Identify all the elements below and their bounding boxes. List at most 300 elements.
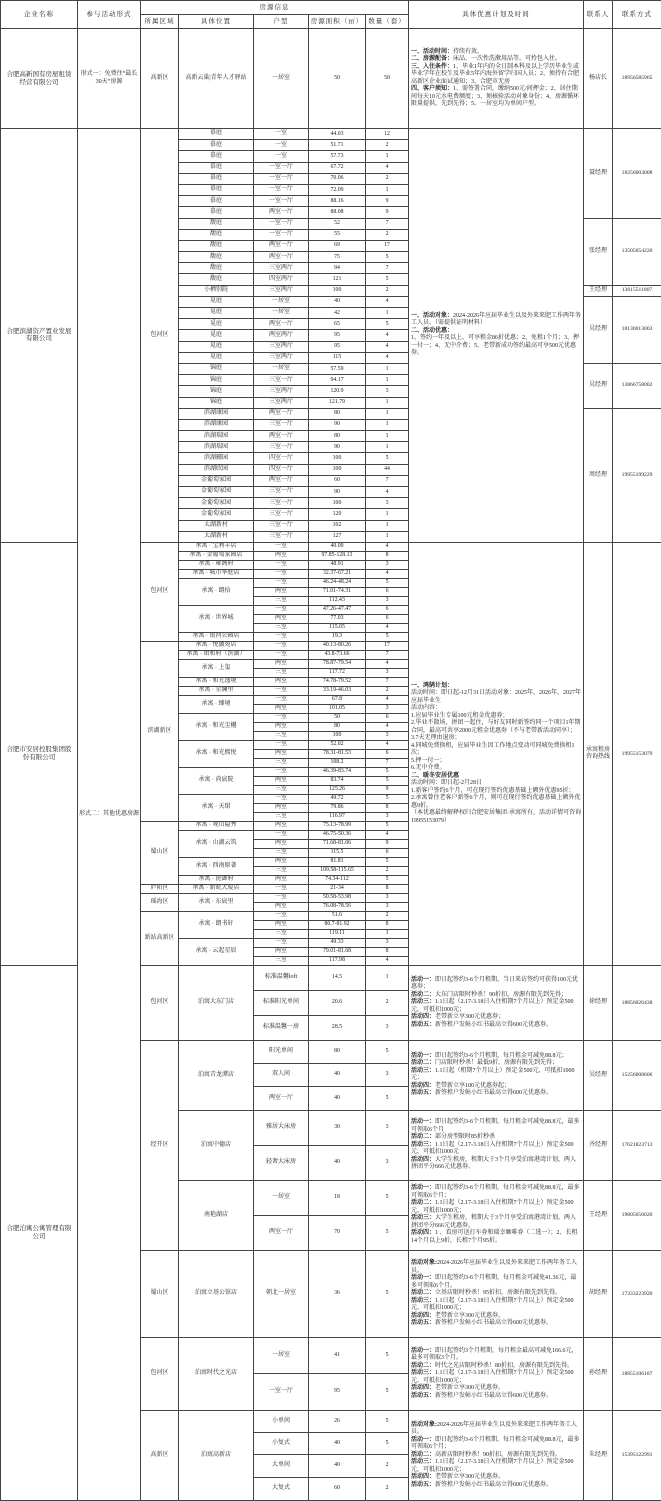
unit-area: 67.72 — [309, 162, 366, 173]
unit-type: 小单间 — [254, 1410, 309, 1432]
detail-heading: 活动四： — [411, 1474, 435, 1480]
unit-quantity: 4 — [366, 740, 409, 749]
unit-type: 三室 — [254, 758, 309, 767]
location: 承寓 · 金葡萄家园店 — [179, 551, 254, 560]
detail-heading: 活动五： — [411, 1482, 435, 1488]
unit-area: 49.72 — [309, 794, 366, 803]
contact-person: 张经理 — [584, 218, 613, 285]
unit-area: 44.03 — [309, 129, 366, 140]
contact-phone: 17333223920 — [613, 1250, 661, 1337]
detail-heading: 活动对象: — [411, 1260, 437, 1266]
location: 滨湖瑞园 — [179, 431, 254, 442]
detail-line — [411, 1142, 581, 1157]
location: 慕庭 — [179, 196, 254, 207]
detail-line — [411, 1157, 581, 1172]
unit-quantity: 4 — [366, 956, 409, 965]
detail-text: 4.同城免费换租，应届毕业生因工作地点变动可同城免费换租1次； — [411, 743, 575, 757]
unit-area: 40 — [309, 1086, 366, 1110]
store-name: 泊寓青龙潭店 — [179, 1040, 254, 1110]
unit-area: 52.02 — [309, 740, 366, 749]
unit-area: 117.72 — [309, 668, 366, 677]
unit-area: 43.8-73.66 — [309, 650, 366, 659]
detail-text: 1.1日起（2.17-3.18日入住租期7个月以上）预定金500元，可抵扣1000元； — [411, 1370, 574, 1384]
unit-area: 102 — [309, 520, 366, 531]
unit-area: 79.01-81.68 — [309, 947, 366, 956]
unit-quantity: 4 — [366, 542, 409, 551]
location: 金葡萄家园 — [179, 498, 254, 509]
district: 包河区 — [141, 129, 179, 543]
offer-detail — [409, 1110, 584, 1180]
unit-area: 80 — [309, 722, 366, 731]
unit-area: 21-34 — [309, 884, 366, 893]
unit-quantity: 5 — [366, 252, 409, 263]
unit-area: 76.08-78.56 — [309, 902, 366, 911]
contact-phone: 19805656020 — [613, 1180, 661, 1250]
detail-text: 1.1日起（2.17-3.18日入住租期7个月以上）预定金500元，可抵扣1000元； — [411, 1459, 574, 1473]
unit-area: 46.75-50.36 — [309, 830, 366, 839]
header-phone: 联系方式 — [613, 1, 661, 29]
detail-heading: 活动二： — [411, 1134, 435, 1140]
unit-type: 一室一厅 — [254, 196, 309, 207]
unit-quantity: 4 — [366, 569, 409, 578]
detail-text: 老带新立享100元优惠券起； — [435, 1083, 510, 1089]
unit-quantity: 3 — [366, 1145, 409, 1180]
unit-quantity: 6 — [366, 713, 409, 722]
unit-quantity: 1 — [366, 929, 409, 938]
unit-quantity: 8 — [366, 803, 409, 812]
store-name: 泊寓时代之光店 — [179, 1337, 254, 1410]
location: 慕庭 — [179, 129, 254, 140]
unit-area: 74.78-79.52 — [309, 677, 366, 686]
location: 承寓 · 悦湖苑店 — [179, 641, 254, 650]
contact-person: 周经理 — [584, 408, 613, 542]
unit-area: 72.09 — [309, 184, 366, 195]
unit-quantity: 9 — [366, 196, 409, 207]
unit-quantity: 1 — [366, 531, 409, 542]
detail-text: 即日起签约3-6个月租期，每月租金可减免88.8元，最多可领取6个月； — [411, 1437, 580, 1451]
unit-quantity: 1 — [366, 419, 409, 430]
detail-line — [411, 1437, 581, 1452]
location: 慕庭 — [179, 162, 254, 173]
detail-text: 立基店限时秒杀！95折扣，房源有限先到先得。 — [435, 1290, 561, 1296]
unit-area: 80 — [309, 431, 366, 442]
detail-heading: 活动四： — [411, 1313, 435, 1319]
unit-quantity: 4 — [366, 659, 409, 668]
contact-person: 承寓租房咨询热线 — [584, 542, 613, 965]
detail-heading: 一、鸿鹄计划： — [411, 683, 453, 689]
contact-person: 王经理 — [584, 1180, 613, 1250]
detail-text: 2024-2026年应届毕业生以及外来来肥工作两年务工人员。 — [411, 1260, 577, 1274]
unit-quantity: 4 — [366, 722, 409, 731]
unit-type: 一室一厅 — [254, 184, 309, 195]
unit-area: 57.73 — [309, 151, 366, 162]
unit-area: 41 — [309, 1337, 366, 1373]
unit-quantity: 5 — [366, 776, 409, 785]
unit-quantity: 5 — [366, 1432, 409, 1454]
detail-heading: 活动二： — [411, 1290, 435, 1296]
unit-type: 两室 — [254, 902, 309, 911]
location: 承寓 · 山湖云筑 — [179, 830, 254, 857]
unit-area: 80 — [309, 1040, 366, 1063]
unit-quantity: 1 — [366, 520, 409, 531]
unit-quantity: 7 — [366, 677, 409, 686]
contact-person: 吴经理 — [584, 1040, 613, 1110]
company-name: 合肥市安居控股集团股份有限公司 — [1, 542, 78, 965]
detail-heading: 活动五： — [411, 1320, 435, 1326]
contact-phone: 19955199229 — [613, 408, 661, 542]
unit-quantity: 8 — [366, 947, 409, 956]
detail-line — [411, 64, 581, 87]
unit-type: 两室 — [254, 659, 309, 668]
unit-area: 40.09 — [309, 542, 366, 551]
unit-area: 97.85-128.13 — [309, 551, 366, 560]
location: 觅庭 — [179, 308, 254, 319]
table-header — [1, 1, 661, 29]
unit-area: 28.5 — [309, 1015, 366, 1040]
unit-area: 121 — [309, 274, 366, 285]
detail-line — [411, 977, 581, 992]
unit-quantity: 1 — [366, 509, 409, 520]
unit-type: 一室 — [254, 542, 309, 551]
offer-detail — [409, 542, 584, 965]
location: 承寓 · 朗书轩 — [179, 911, 254, 938]
unit-type: 四室一厅 — [254, 464, 309, 475]
unit-area: 40 — [309, 296, 366, 307]
unit-quantity: 4 — [366, 695, 409, 704]
district: 滨湖新区 — [141, 641, 179, 821]
unit-quantity: 2 — [366, 1477, 409, 1500]
unit-type: 一室 — [254, 632, 309, 641]
table-row — [1, 29, 661, 129]
detail-text: 老带新立享300元优惠券。 — [435, 1474, 504, 1480]
location: 慕庭 — [179, 184, 254, 195]
unit-quantity: 2 — [366, 140, 409, 151]
detail-line — [411, 1119, 581, 1134]
unit-quantity: 3 — [366, 902, 409, 911]
unit-area: 67.8 — [309, 695, 366, 704]
unit-quantity: 5 — [366, 767, 409, 776]
unit-type: 三室 — [254, 848, 309, 857]
unit-quantity: 3 — [366, 498, 409, 509]
unit-area: 88.08 — [309, 207, 366, 218]
unit-quantity: 50 — [366, 29, 409, 129]
detail-heading: 活动三： — [411, 1068, 435, 1074]
unit-type: 三室 — [254, 866, 309, 875]
detail-text: 2024-2026年应届毕业生以及外来来肥工作两年务工人员。（需提供证明材料） — [411, 313, 581, 327]
unit-area: 40 — [309, 1432, 366, 1454]
unit-area: 100 — [309, 464, 366, 475]
detail-line — [411, 56, 581, 64]
contact-phone: 15256008606 — [613, 1040, 661, 1110]
unit-quantity: 3 — [366, 668, 409, 677]
location: 承寓 · 银河公园店 — [179, 632, 254, 641]
unit-area: 46.24-48.24 — [309, 578, 366, 587]
detail-text: 持续有效。 — [453, 49, 483, 55]
detail-line — [411, 690, 581, 705]
unit-type: 三室两厅 — [254, 263, 309, 274]
contact-person: 王经理 — [584, 285, 613, 296]
unit-type: 四室两厅 — [254, 274, 309, 285]
unit-area: 50.58-53.98 — [309, 893, 366, 902]
location: 滨湖欣园 — [179, 464, 254, 475]
location: 承寓 · 星澜里 — [179, 686, 254, 695]
offer-detail — [409, 1250, 584, 1337]
unit-quantity: 3 — [366, 731, 409, 740]
location: 馥庭 — [179, 229, 254, 240]
detail-line — [411, 49, 581, 57]
location: 馥庭 — [179, 252, 254, 263]
detail-line — [411, 810, 581, 825]
unit-type: 两室 — [254, 551, 309, 560]
detail-heading: 活动五： — [411, 1393, 435, 1399]
detail-heading: 活动二： — [411, 1060, 435, 1066]
unit-quantity: 1 — [366, 363, 409, 374]
location: 慕庭 — [179, 140, 254, 151]
district: 包河区 — [141, 1337, 179, 1410]
unit-area: 112.43 — [309, 596, 366, 605]
unit-type: 两室一厅 — [254, 475, 309, 486]
unit-area: 51.6 — [309, 911, 366, 920]
header-location: 具体位置 — [179, 15, 254, 29]
detail-line — [411, 999, 581, 1014]
unit-quantity: 17 — [366, 240, 409, 251]
detail-text: 即日起签约3-6个月租期，每月租金可减免88.8元，最多可领取6个月 — [411, 1119, 580, 1133]
contact-phone: 13505654220 — [613, 218, 661, 285]
unit-quantity: 5 — [366, 857, 409, 866]
detail-heading: 活动四： — [411, 1230, 435, 1236]
detail-text: 1.新客户签约6个月，可在现行签约优惠基础上额外优惠95折； — [411, 788, 575, 794]
detail-text: 1.1日起（2.17-3.18日入住租期7个月以上）预定金500元，可抵扣1000元； — [411, 1298, 574, 1312]
detail-heading: 活动二： — [411, 1452, 435, 1458]
unit-type: 轻奢大床房 — [254, 1145, 309, 1180]
detail-line — [411, 335, 581, 358]
header-form: 参与活动形式 — [78, 1, 141, 29]
unit-type: 一室 — [254, 605, 309, 614]
unit-type: 三室一厅 — [254, 531, 309, 542]
unit-quantity: 4 — [366, 623, 409, 632]
unit-type: 两室一厅 — [254, 1086, 309, 1110]
unit-area: 74.34-112 — [309, 875, 366, 884]
unit-type: 三室 — [254, 785, 309, 794]
detail-text: 5.押一付一； — [411, 758, 446, 764]
unit-type: 三室两厅 — [254, 285, 309, 296]
unit-type: 一室 — [254, 695, 309, 704]
unit-area: 115.5 — [309, 848, 366, 857]
contact-phone: 13615511807 — [613, 285, 661, 296]
unit-type: 一室一厅 — [254, 173, 309, 184]
unit-area: 32.37-67.21 — [309, 569, 366, 578]
location: 承寓 · 城市华庭店 — [179, 569, 254, 578]
unit-quantity: 3 — [366, 1110, 409, 1145]
offer-detail — [409, 1337, 584, 1410]
unit-quantity: 1 — [366, 431, 409, 442]
unit-area: 40 — [309, 1063, 366, 1086]
header-quantity: 数量（套） — [366, 15, 409, 29]
unit-area: 60 — [309, 1477, 366, 1500]
unit-type: 两室 — [254, 947, 309, 956]
detail-text: 即日起签约3-6个月租期，每月租金可减免88.8元，最多可领取6个月； — [411, 1185, 580, 1199]
location: 慕庭 — [179, 173, 254, 184]
offer-detail — [409, 29, 584, 129]
unit-type: 雅居大床房 — [254, 1110, 309, 1145]
unit-quantity: 5 — [366, 1373, 409, 1410]
unit-area: 94.17 — [309, 375, 366, 386]
unit-type: 朝北一居室 — [254, 1250, 309, 1337]
detail-heading: 活动一： — [411, 1348, 435, 1354]
unit-quantity: 1 — [366, 375, 409, 386]
unit-type: 一室 — [254, 560, 309, 569]
detail-line — [411, 1482, 581, 1490]
header-housing-info: 房源信息 — [141, 1, 409, 15]
detail-line — [411, 1370, 581, 1385]
unit-type: 三室 — [254, 731, 309, 740]
contact-person: 徐经理 — [584, 965, 613, 1040]
detail-text: 大学生租房，租期大于3个月享受泊寓港湾计划，两人拼团平分666元优惠券。 — [411, 1215, 576, 1229]
location: 承寓 · 观山隐秀 — [179, 821, 254, 830]
unit-quantity: 17 — [366, 641, 409, 650]
location: 小栖别院 — [179, 285, 254, 296]
location: 承寓 · 云起星辰 — [179, 938, 254, 965]
unit-quantity: 7 — [366, 218, 409, 229]
unit-quantity: 5 — [366, 1086, 409, 1110]
unit-area: 79.86 — [309, 803, 366, 812]
unit-area: 127 — [309, 531, 366, 542]
unit-type: 一室一厅 — [254, 1373, 309, 1410]
unit-quantity: 2 — [366, 229, 409, 240]
detail-heading: 活动一： — [411, 977, 435, 983]
detail-text: 部分房型限时85折秒杀 — [435, 1134, 495, 1140]
unit-quantity: 4 — [366, 352, 409, 363]
detail-line — [411, 1014, 581, 1022]
district: 庐阳区 — [141, 884, 179, 893]
unit-type: 一居室 — [254, 29, 309, 129]
district: 经开区 — [141, 1040, 179, 1250]
unit-type: 一室 — [254, 578, 309, 587]
detail-text: 1.1日起（2.17-3.18日入住租期7个月以上）预定金500元，可抵扣1000元 — [411, 1142, 574, 1156]
unit-type: 一室 — [254, 938, 309, 947]
unit-type: 大单间 — [254, 1454, 309, 1477]
contact-person: 胡经理 — [584, 1250, 613, 1337]
location: 承寓 · 和光逸境 — [179, 677, 254, 686]
unit-quantity: 1 — [366, 308, 409, 319]
unit-quantity: 6 — [366, 614, 409, 623]
unit-area: 42 — [309, 308, 366, 319]
unit-quantity: 6 — [366, 848, 409, 857]
contact-phone: 17621823713 — [613, 1110, 661, 1180]
header-detail: 具体优惠计划及时间 — [409, 1, 584, 29]
unit-area: 95 — [309, 1373, 366, 1410]
unit-type: 标准温馨loft — [254, 965, 309, 990]
detail-text: 活动时间：即日起-2月28日 — [411, 780, 482, 786]
unit-type: 一室 — [254, 884, 309, 893]
unit-type: 三室两厅 — [254, 386, 309, 397]
location: 馥庭 — [179, 263, 254, 274]
detail-text: 1.1日起（租期7个月以上）预定金500元，可抵扣1000元； — [411, 1068, 575, 1082]
unit-quantity: 12 — [366, 129, 409, 140]
activity-form: 形式一：免费住“最长30天”房源 — [78, 29, 141, 129]
unit-type: 三室一厅 — [254, 498, 309, 509]
unit-type: 三室一厅 — [254, 509, 309, 520]
unit-area: 75 — [309, 252, 366, 263]
unit-quantity: 9 — [366, 207, 409, 218]
location: 金葡萄家园 — [179, 487, 254, 498]
offer-detail — [409, 129, 584, 543]
company-name: 合肥滨湖资产置业发展有限公司 — [1, 129, 78, 543]
unit-type: 两室一厅 — [254, 408, 309, 419]
location: 高新云巢|青年人才驿站 — [179, 29, 254, 129]
unit-area: 101.05 — [309, 704, 366, 713]
unit-type: 一室 — [254, 569, 309, 578]
detail-heading: 二、房源配备： — [411, 56, 453, 62]
detail-heading: 活动三： — [411, 1370, 435, 1376]
detail-heading: 四、客户须知： — [411, 86, 453, 92]
unit-type: 一室一厅 — [254, 218, 309, 229]
unit-quantity: 5 — [366, 1250, 409, 1337]
unit-quantity: 5 — [366, 274, 409, 285]
detail-line — [411, 1022, 581, 1030]
unit-type: 两室两厅 — [254, 330, 309, 341]
unit-type: 标准阳光单间 — [254, 990, 309, 1015]
unit-quantity: 5 — [366, 875, 409, 884]
unit-type: 两室 — [254, 749, 309, 758]
location: 承寓 · 雍阁府 — [179, 560, 254, 569]
activity-form: 形式二：其他优惠房源 — [78, 129, 141, 1501]
location: 承寓 · 上玺 — [179, 659, 254, 677]
contact-phone: 15395122991 — [613, 1410, 661, 1500]
unit-quantity: 7 — [366, 650, 409, 659]
detail-text: 新签租户发帖小红书最高立得600元优惠券。 — [435, 1022, 552, 1028]
detail-line — [411, 1215, 581, 1230]
unit-type: 两室 — [254, 677, 309, 686]
detail-text: 1.应届毕业生专属100元租金优惠券； — [411, 713, 509, 719]
detail-line — [411, 1185, 581, 1200]
company-name: 合肥泊寓公寓管理有限公司 — [1, 965, 78, 1500]
detail-line — [411, 86, 581, 109]
unit-type: 一室 — [254, 794, 309, 803]
unit-type: 两室 — [254, 704, 309, 713]
offer-detail — [409, 1040, 584, 1110]
unit-quantity: 5 — [366, 821, 409, 830]
unit-area: 77.03 — [309, 614, 366, 623]
district: 蜀山区 — [141, 1250, 179, 1337]
unit-quantity: 5 — [366, 794, 409, 803]
unit-area: 36 — [309, 1250, 366, 1337]
detail-heading: 活动三： — [411, 999, 435, 1005]
unit-type: 三室 — [254, 596, 309, 605]
unit-area: 49.33 — [309, 938, 366, 947]
table-row — [1, 129, 661, 140]
detail-text: 1、毕业1年内的全日制本科及以上学历毕业生或毕业学年在校生及毕业5年内海外留学归国人员；2、须持有合肥高新区企业面试通知；3、合肥市无房 — [411, 64, 579, 85]
unit-area: 71.01-74.31 — [309, 587, 366, 596]
district: 蜀山区 — [141, 821, 179, 884]
unit-area: 48.91 — [309, 560, 366, 569]
unit-type: 一室 — [254, 140, 309, 151]
unit-quantity: 1 — [366, 151, 409, 162]
header-area: 房源面积（㎡） — [309, 15, 366, 29]
unit-quantity: 1 — [366, 184, 409, 195]
unit-quantity: 4 — [366, 487, 409, 498]
unit-type: 一室 — [254, 641, 309, 650]
unit-type: 小复式 — [254, 1432, 309, 1454]
detail-heading: 三、入住条件： — [411, 64, 453, 70]
unit-type: 一居室 — [254, 296, 309, 307]
location: 滨湖瑞园 — [179, 442, 254, 453]
contact-phone: 18130013003 — [613, 296, 661, 363]
unit-quantity: 2 — [366, 911, 409, 920]
detail-line — [411, 1459, 581, 1474]
unit-type: 四室一厅 — [254, 453, 309, 464]
unit-quantity: 9 — [366, 839, 409, 848]
